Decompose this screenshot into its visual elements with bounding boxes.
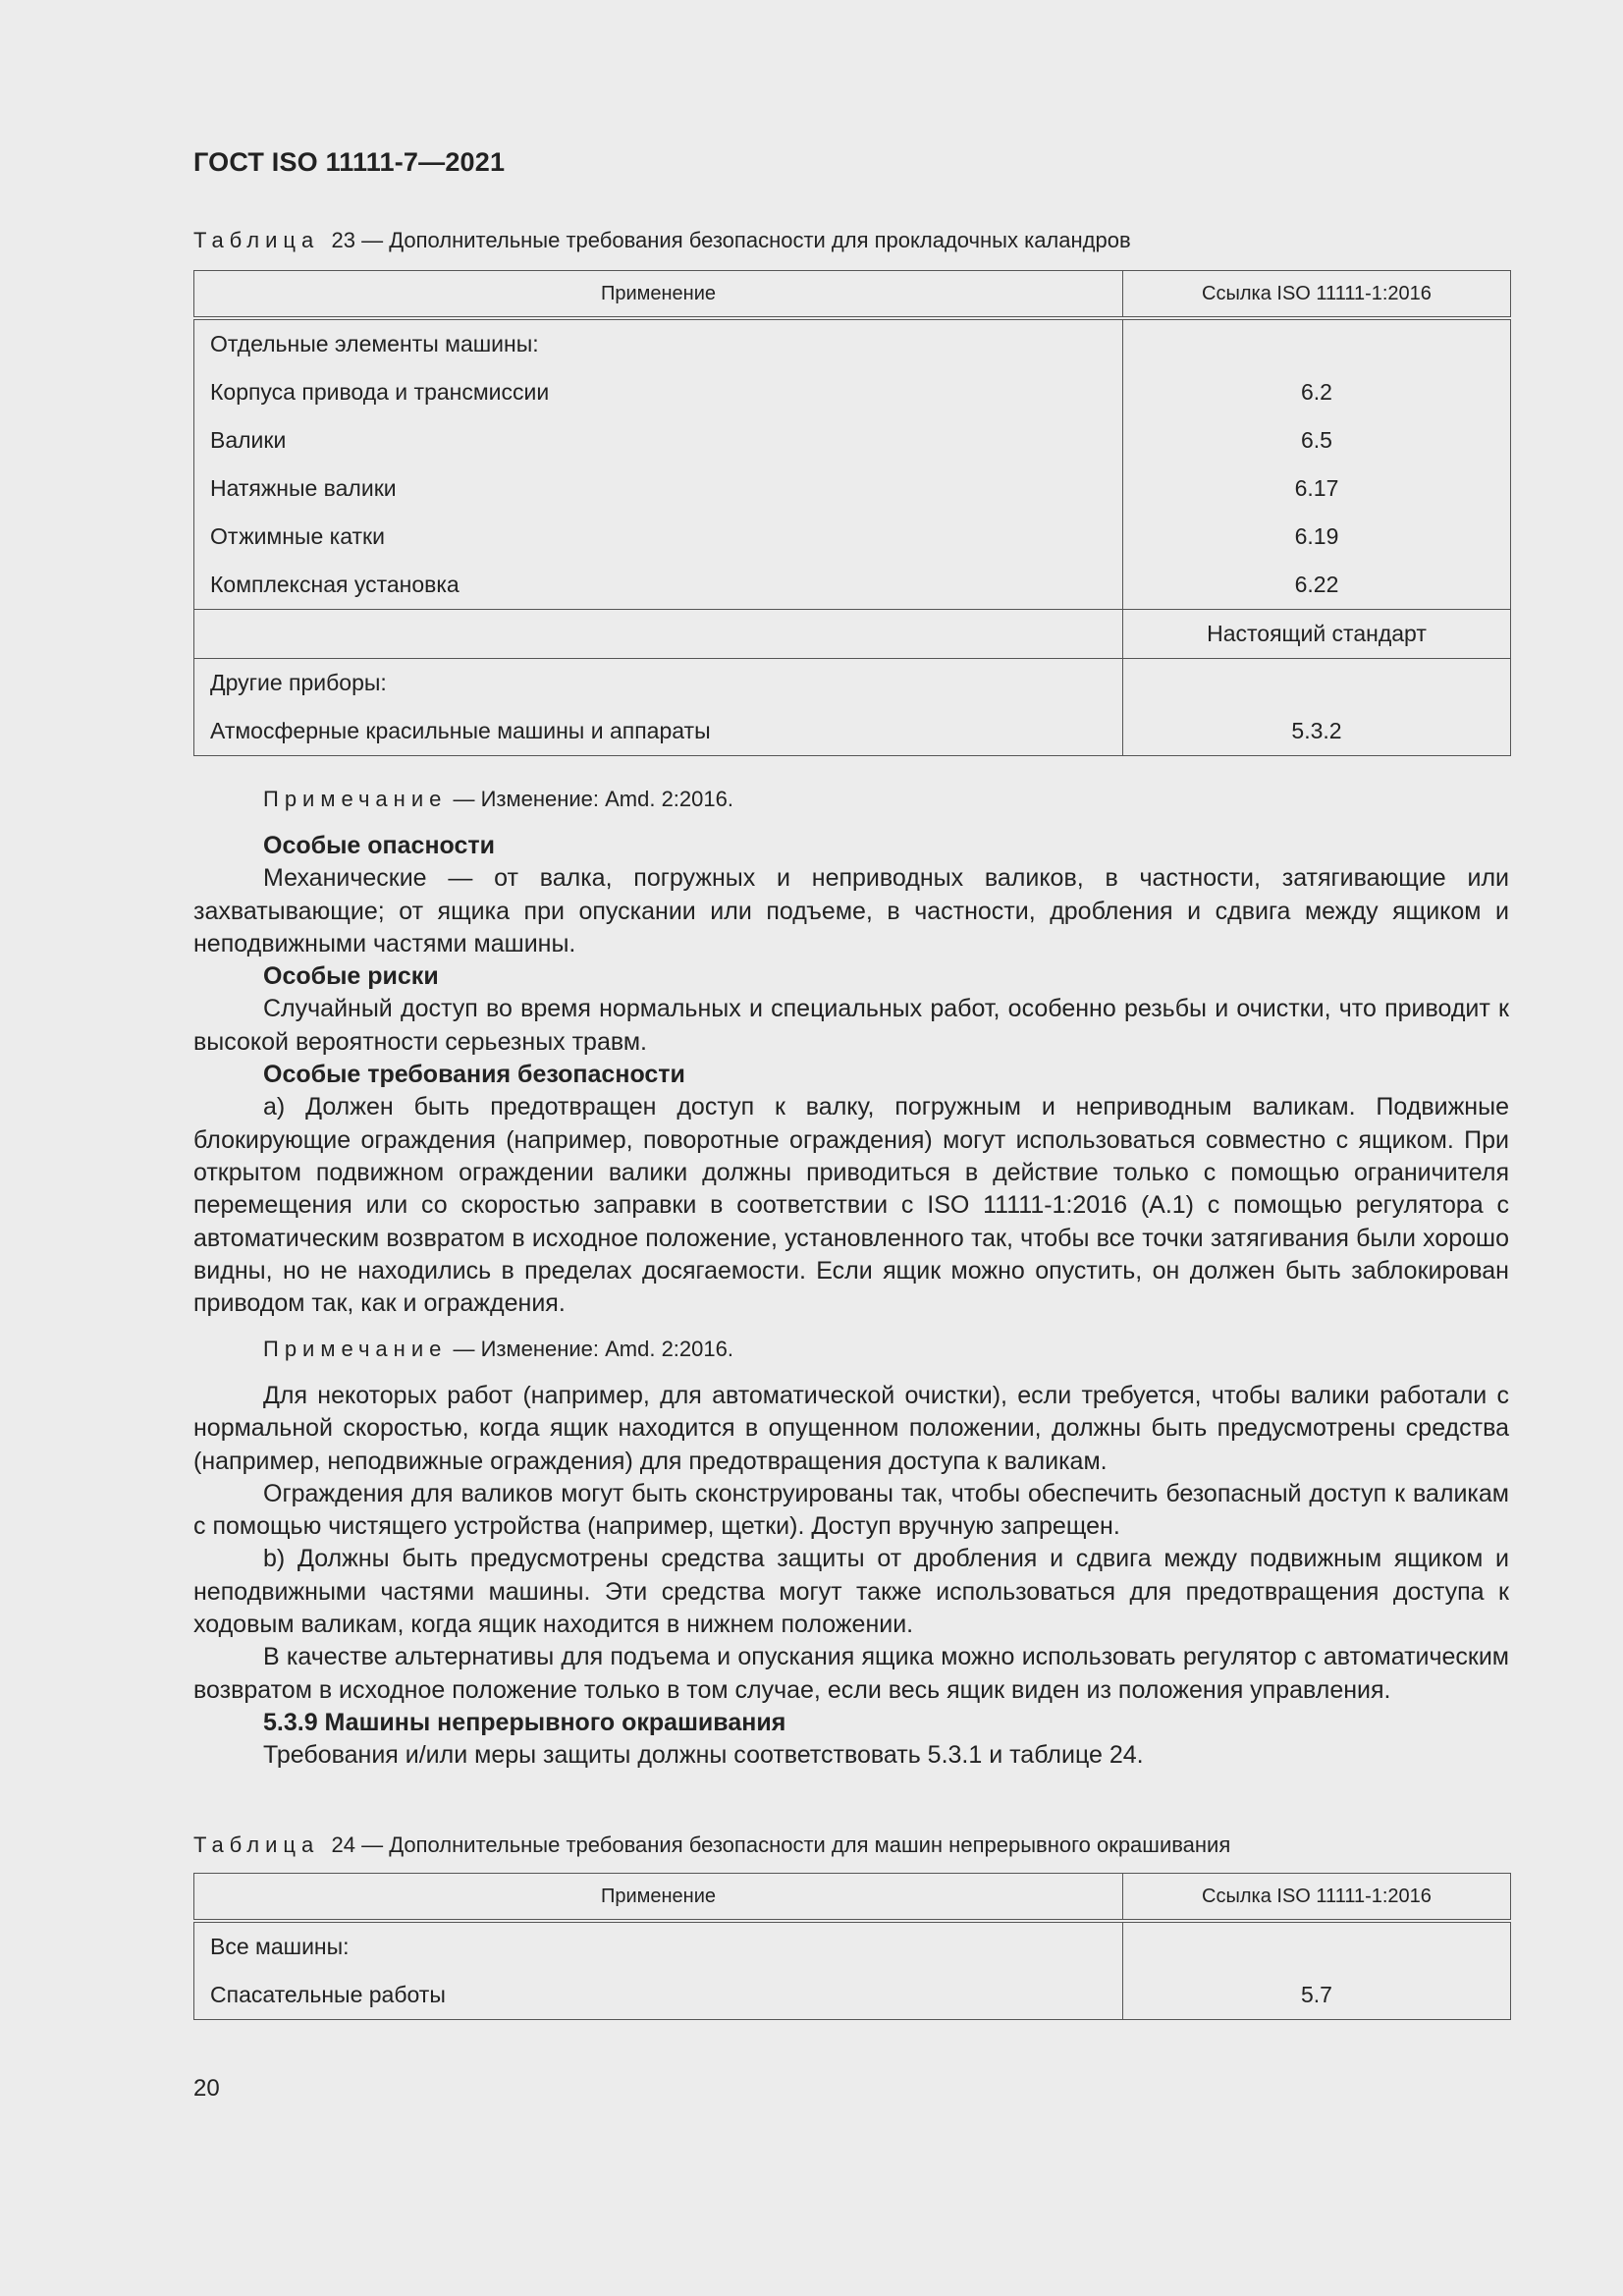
table-cell-reference: 5.7 (1123, 1971, 1511, 2020)
table-row (194, 416, 1511, 465)
table-row (194, 1921, 1511, 1971)
table-row (194, 368, 1511, 416)
table-cell-application (194, 610, 1123, 659)
table-row (194, 659, 1511, 708)
section-continued (193, 1380, 1509, 1773)
table-row (194, 513, 1511, 561)
table-cell-reference: 6.5 (1123, 416, 1511, 465)
table-cell-reference: Настоящий стандарт (1123, 610, 1511, 659)
table-cell-application: Спасательные работы (194, 1971, 1123, 2020)
table-cell-application: Отжимные катки (194, 513, 1123, 561)
table24-caption-text: 24 — Дополнительные требования безопасности для машин непрерывного окрашивания (331, 1832, 1231, 1857)
table-row (194, 1971, 1511, 2020)
table-cell-reference (1123, 659, 1511, 708)
paragraph-requirement-a: a) Должен быть предотвращен доступ к валку, погружным и неприводным валикам. Подвижные блокирующие ограждения (например, поворотные ограждения) могут использоваться совместно с ящиком. При открытом подвижном ограждении валики должны приводиться в действие только с помощью ограничителя перемещения или со скоростью заправки в соответствии с ISO 11111-1:2016 (А.1) с помощью регулятора с автоматическим возвратом в исходное положение, установленного так, чтобы все точки затягивания были хорошо видны, но не находились в пределах досягаемости. Если ящик можно опустить, он должен быть заблокирован приводом так, как и ограждения. (193, 1093, 1509, 1318)
table23-col-application: Применение (194, 271, 1123, 319)
table-row (194, 561, 1511, 610)
table-cell-reference: 6.19 (1123, 513, 1511, 561)
heading-special-hazards: Особые опасности (263, 832, 495, 859)
paragraph-automatic-cleaning: Для некоторых работ (например, для автоматической очистки), если требуется, чтобы валики работали с нормальной скоростью, когда ящик находится в опущенном положении, должны быть предусмотрены средства (например, неподвижные ограждения) для предотвращения доступа к валикам. (193, 1382, 1509, 1475)
table24-caption (193, 1832, 1230, 1858)
table24 (193, 1873, 1511, 2020)
table23-caption (193, 228, 1131, 253)
paragraph-guards: Ограждения для валиков могут быть сконструированы так, чтобы обеспечить безопасный доступ к валикам с помощью чистящего устройства (например, щетки). Доступ вручную запрещен. (193, 1479, 1509, 1541)
table23-header-row (194, 271, 1511, 319)
table-row (194, 318, 1511, 368)
table-cell-application: Комплексная установка (194, 561, 1123, 610)
table23 (193, 270, 1511, 756)
heading-5-3-9: 5.3.9 Машины непрерывного окрашивания (263, 1708, 786, 1736)
table-cell-reference: 6.17 (1123, 465, 1511, 513)
table24-header-row (194, 1874, 1511, 1922)
table-row (194, 707, 1511, 756)
section-hazards (193, 830, 1509, 1320)
table24-col-application: Применение (194, 1874, 1123, 1922)
heading-safety-requirements: Особые требования безопасности (263, 1061, 685, 1089)
note-2-label: Примечание (263, 1337, 448, 1361)
table-cell-application: Валики (194, 416, 1123, 465)
table-cell-application: Все машины: (194, 1921, 1123, 1971)
table24-col-reference: Ссылка ISO 11111-1:2016 (1123, 1874, 1511, 1922)
page-number: 20 (193, 2075, 220, 2102)
table-cell-reference: 6.22 (1123, 561, 1511, 610)
heading-special-risks: Особые риски (263, 962, 439, 991)
note-1 (263, 787, 733, 812)
table-cell-application: Натяжные валики (194, 465, 1123, 513)
table-cell-reference (1123, 318, 1511, 368)
table-row (194, 610, 1511, 659)
table23-caption-word: Таблица (193, 228, 320, 252)
note-2 (263, 1337, 733, 1362)
table-row (194, 465, 1511, 513)
table-cell-application: Корпуса привода и трансмиссии (194, 368, 1123, 416)
table-cell-reference: 5.3.2 (1123, 707, 1511, 756)
note-2-text: — Изменение: Amd. 2:2016. (447, 1337, 733, 1361)
document-header: ГОСТ ISO 11111-7—2021 (193, 147, 506, 177)
note-1-text: — Изменение: Amd. 2:2016. (447, 787, 733, 811)
table24-caption-word: Таблица (193, 1832, 320, 1857)
table-cell-application: Отдельные элементы машины: (194, 318, 1123, 368)
table23-caption-text: 23 — Дополнительные требования безопасности для прокладочных каландров (331, 228, 1131, 252)
table-cell-reference: 6.2 (1123, 368, 1511, 416)
paragraph-5-3-9: Требования и/или меры защиты должны соответствовать 5.3.1 и таблице 24. (263, 1741, 1144, 1770)
paragraph-alternative: В качестве альтернативы для подъема и опускания ящика можно использовать регулятор с автоматическим возвратом в исходное положение только в том случае, если весь ящик виден из положения управления. (193, 1643, 1509, 1704)
paragraph-hazards: Механические — от валка, погружных и неприводных валиков, в частности, затягивающие или захватывающие; от ящика при опускании или подъеме, в частности, дробления и сдвига между ящиком и неподвижными частями машины. (193, 864, 1509, 957)
table23-col-reference: Ссылка ISO 11111-1:2016 (1123, 271, 1511, 319)
paragraph-risks: Случайный доступ во время нормальных и специальных работ, особенно резьбы и очистки, что приводит к высокой вероятности серьезных травм. (193, 995, 1509, 1056)
table-cell-application: Другие приборы: (194, 659, 1123, 708)
table-cell-reference (1123, 1921, 1511, 1971)
note-1-label: Примечание (263, 787, 448, 811)
table-cell-application: Атмосферные красильные машины и аппараты (194, 707, 1123, 756)
paragraph-requirement-b: b) Должны быть предусмотрены средства защиты от дробления и сдвига между подвижным ящиком и неподвижными частями машины. Эти средства могут также использоваться для предотвращения доступа к ходовым валикам, когда ящик находится в нижнем положении. (193, 1545, 1509, 1639)
